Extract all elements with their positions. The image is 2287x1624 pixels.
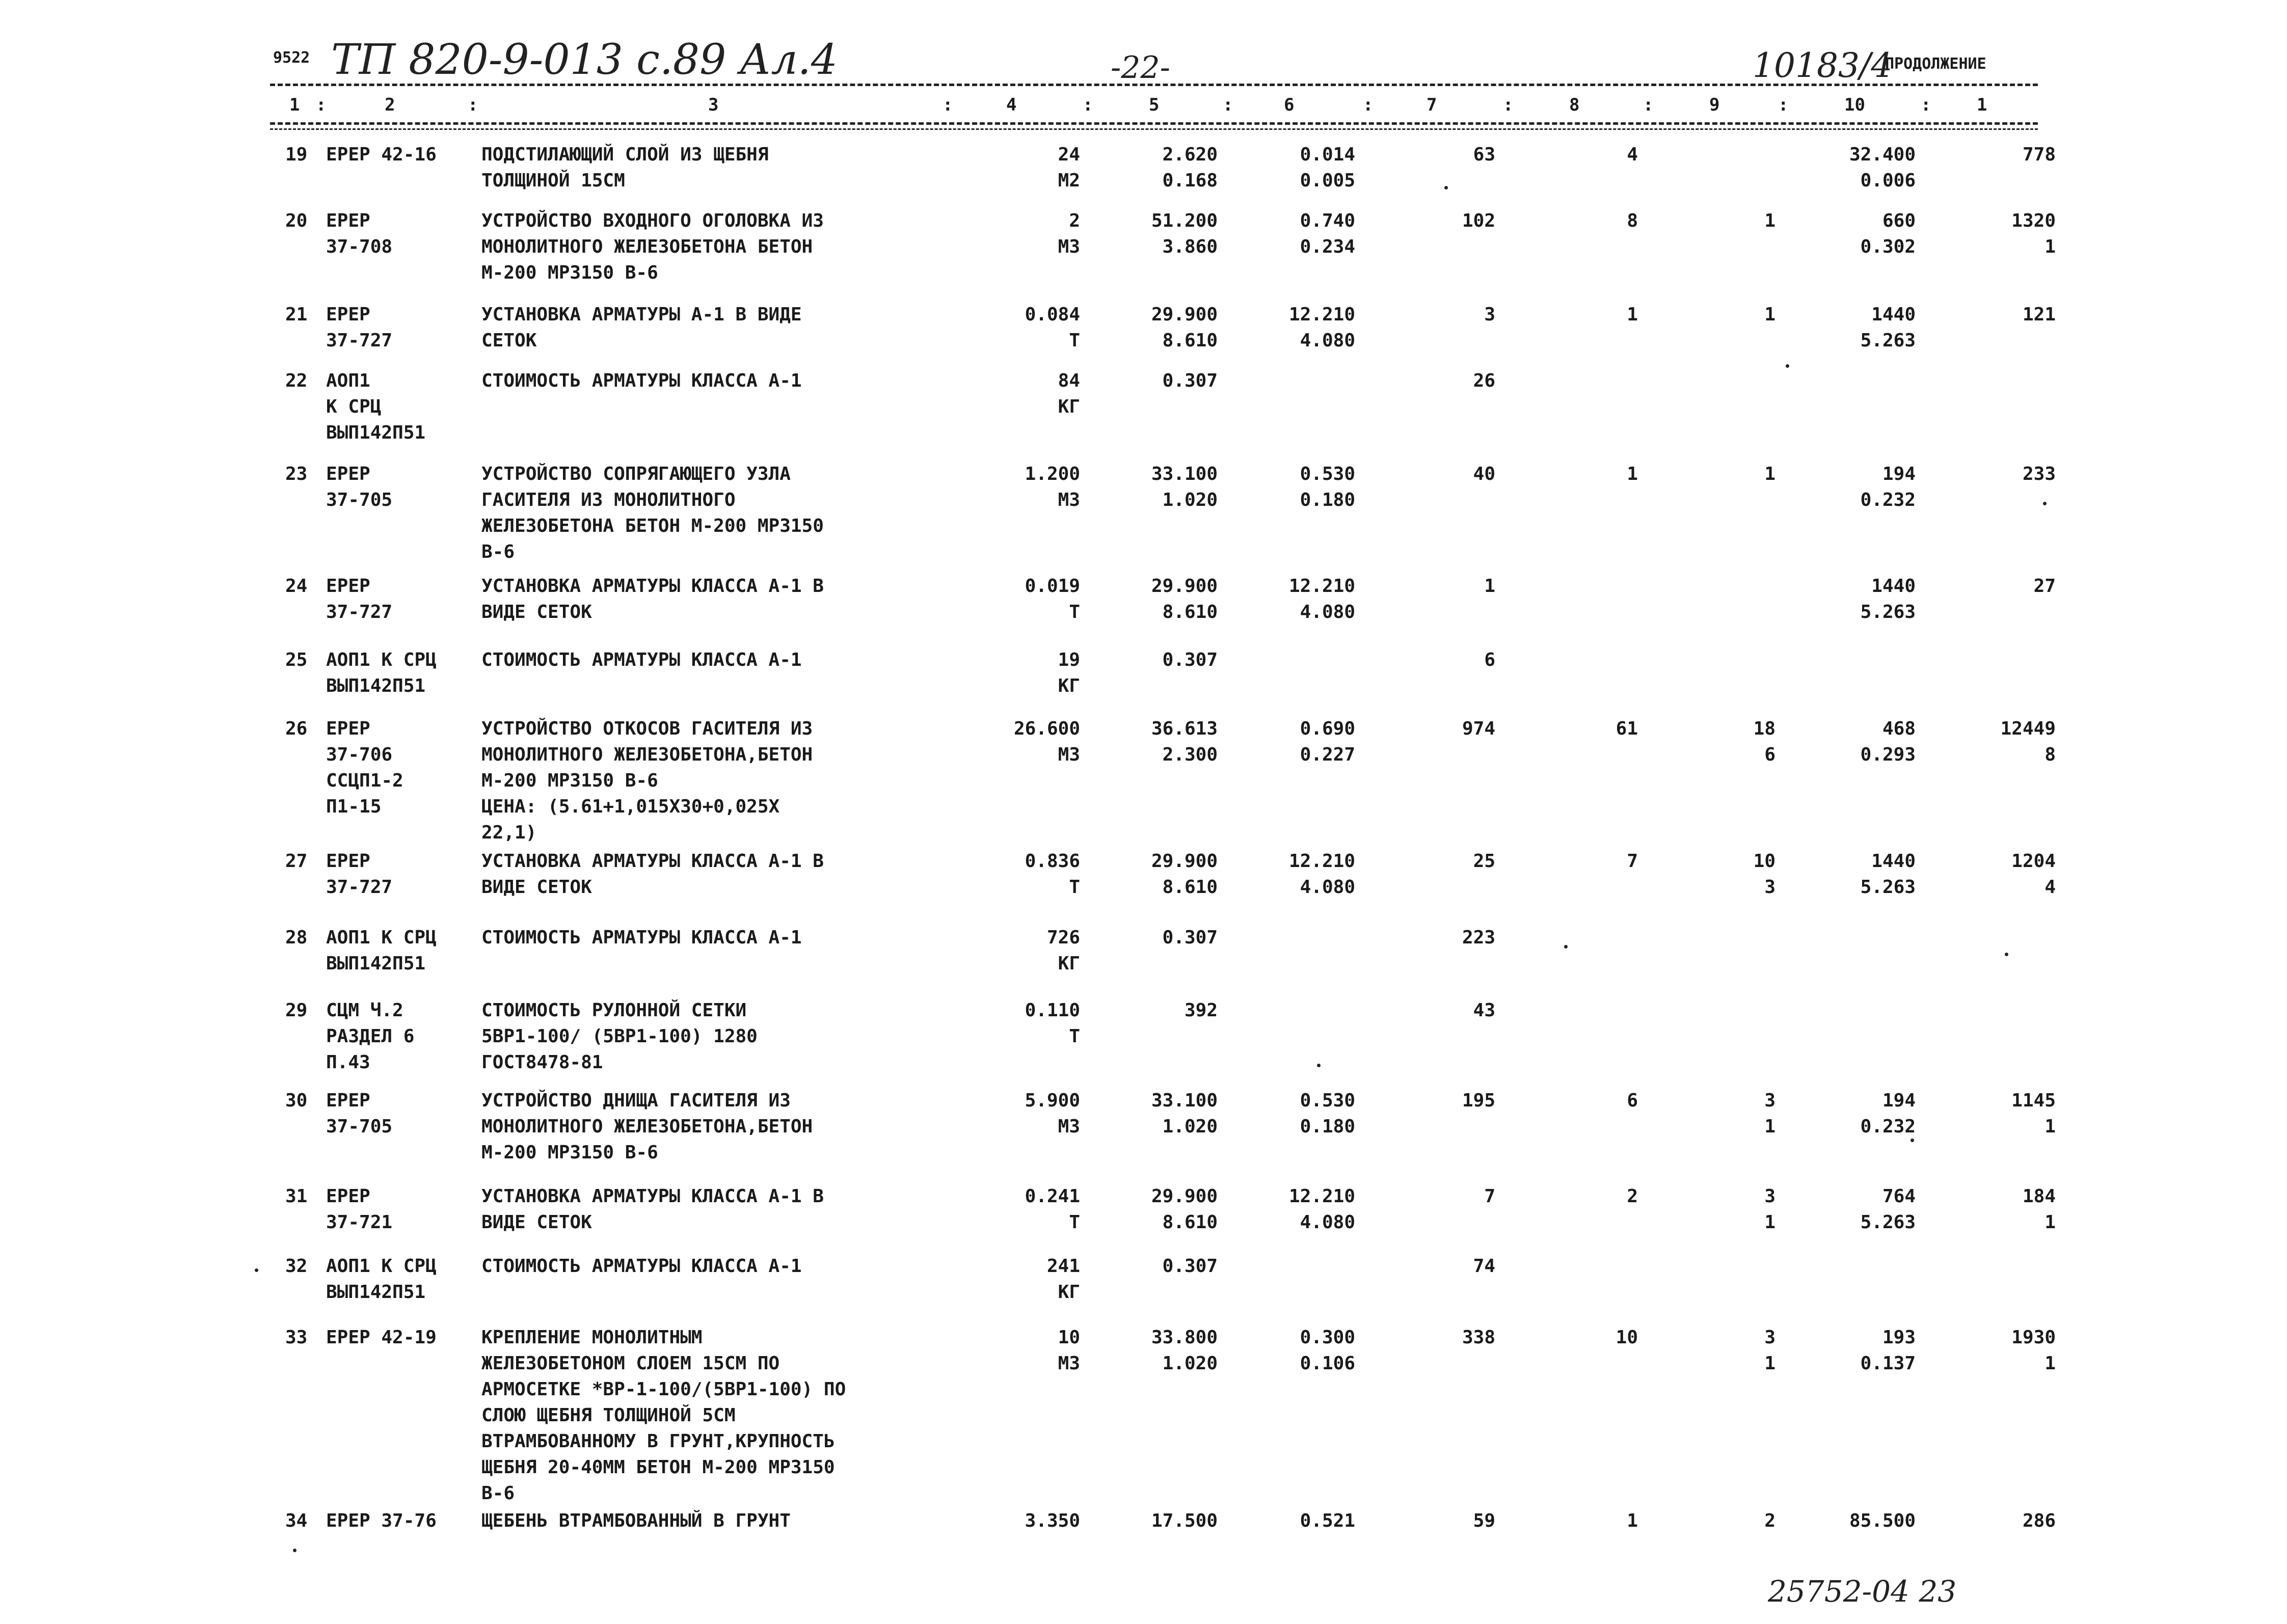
- cell-c5: 36.613: [1151, 718, 1218, 739]
- cell-c10: 468: [1882, 718, 1916, 739]
- cell-code: 37-705: [326, 1116, 393, 1137]
- cell-c7: 74: [1473, 1256, 1495, 1277]
- cell-c11: 1320: [2011, 210, 2056, 231]
- column-separator: :: [1223, 95, 1233, 115]
- cell-qty: 241: [1046, 1256, 1080, 1277]
- cell-c8: 1: [1627, 464, 1638, 484]
- cell-c6: 0.180: [1300, 1116, 1355, 1137]
- cell-c6: 0.005: [1300, 170, 1355, 191]
- page-number: -22-: [1111, 50, 1170, 86]
- cell-c7: 338: [1462, 1327, 1495, 1348]
- cell-num: 19: [285, 144, 308, 165]
- cell-desc: УСТАНОВКА АРМАТУРЫ КЛАССА А-1 В: [481, 851, 824, 872]
- column-header-8: 8: [1569, 95, 1580, 115]
- cell-c5: 17.500: [1151, 1510, 1218, 1531]
- cell-c9: 1: [1764, 1116, 1775, 1137]
- cell-c11: 1930: [2011, 1327, 2056, 1348]
- column-separator: :: [1643, 95, 1654, 115]
- cell-c7: 59: [1473, 1510, 1495, 1531]
- cell-c9: 1: [1764, 304, 1775, 325]
- cell-c9: 3: [1764, 1327, 1775, 1348]
- scan-speck: [293, 1549, 297, 1552]
- cell-code: АОП1: [326, 370, 370, 391]
- cell-c5: 0.307: [1162, 927, 1218, 948]
- cell-code: ЕРЕР: [326, 576, 370, 597]
- cell-c6: 0.530: [1300, 464, 1355, 484]
- column-separator: :: [468, 95, 478, 115]
- cell-code: 37-727: [326, 602, 393, 622]
- cell-code: 37-706: [326, 744, 393, 765]
- cell-desc: ГАСИТЕЛЯ ИЗ МОНОЛИТНОГО: [481, 490, 736, 510]
- cell-c5: 0.168: [1162, 170, 1218, 191]
- cell-qty: 0.110: [1025, 1000, 1080, 1021]
- cell-qty: 2: [1069, 210, 1080, 231]
- cell-desc: УСТАНОВКА АРМАТУРЫ КЛАССА А-1 В: [481, 576, 824, 597]
- cell-code: 37-727: [326, 330, 393, 351]
- column-header-11: 1: [1977, 95, 1987, 115]
- cell-desc: УСТАНОВКА АРМАТУРЫ А-1 В ВИДЕ: [481, 304, 802, 325]
- cell-code: АОП1 К СРЦ: [326, 649, 437, 670]
- cell-c7: 223: [1462, 927, 1495, 948]
- scan-speck: [1444, 186, 1448, 190]
- cell-c11: 4: [2044, 877, 2056, 898]
- cell-c10: 5.263: [1860, 602, 1916, 622]
- cell-c11: 1: [2044, 1212, 2056, 1233]
- cell-desc: ВТРАМБОВАННОМУ В ГРУНТ,КРУПНОСТЬ: [481, 1431, 835, 1452]
- cell-c7: 195: [1462, 1090, 1495, 1111]
- cell-num: 25: [285, 649, 308, 670]
- cell-desc: М-200 МРЗ150 В-6: [481, 770, 658, 791]
- continuation-label: ПРОДОЛЖЕНИЕ: [1885, 55, 1986, 73]
- cell-code: 37-708: [326, 236, 393, 257]
- cell-c5: 2.300: [1162, 744, 1218, 765]
- cell-c9: 18: [1753, 718, 1775, 739]
- cell-desc: 5ВР1-100/ (5ВР1-100) 1280: [481, 1026, 758, 1047]
- cell-c5: 0.307: [1162, 1256, 1218, 1277]
- cell-desc: ВИДЕ СЕТОК: [481, 1212, 592, 1233]
- cell-c11: 12449: [2000, 718, 2056, 739]
- cell-c10: 660: [1882, 210, 1916, 231]
- cell-qty: М3: [1058, 490, 1080, 510]
- cell-c6: 0.521: [1300, 1510, 1355, 1531]
- cell-c5: 8.610: [1162, 877, 1218, 898]
- cell-c6: 12.210: [1288, 1186, 1355, 1207]
- cell-c5: 8.610: [1162, 602, 1218, 622]
- cell-c9: 1: [1764, 1353, 1775, 1374]
- cell-c6: 12.210: [1288, 851, 1355, 872]
- cell-c6: 0.690: [1300, 718, 1355, 739]
- column-separator: :: [943, 95, 953, 115]
- cell-qty: 3.350: [1025, 1510, 1080, 1531]
- cell-c9: 2: [1764, 1510, 1775, 1531]
- scan-speck: [2005, 953, 2008, 956]
- cell-desc: МОНОЛИТНОГО ЖЕЛЕЗОБЕТОНА,БЕТОН: [481, 1116, 813, 1137]
- column-separator: :: [1921, 95, 1931, 115]
- cell-c6: 0.180: [1300, 490, 1355, 510]
- cell-c5: 51.200: [1151, 210, 1218, 231]
- cell-qty: 0.019: [1025, 576, 1080, 597]
- cell-c6: 12.210: [1288, 576, 1355, 597]
- cell-desc: ВИДЕ СЕТОК: [481, 877, 592, 898]
- cell-c8: 1: [1627, 304, 1638, 325]
- cell-c11: 1: [2044, 1116, 2056, 1137]
- cell-c7: 43: [1473, 1000, 1495, 1021]
- cell-qty: КГ: [1058, 675, 1080, 696]
- cell-num: 21: [285, 304, 308, 325]
- cell-c5: 8.610: [1162, 1212, 1218, 1233]
- cell-desc: СТОИМОСТЬ АРМАТУРЫ КЛАССА А-1: [481, 370, 802, 391]
- cell-code: ЕРЕР 42-19: [326, 1327, 437, 1348]
- scan-speck: [1911, 1139, 1914, 1142]
- scan-speck: [2043, 502, 2047, 505]
- cell-desc: АРМОСЕТКЕ *ВР-1-100/(5ВР1-100) ПО: [481, 1379, 846, 1400]
- cell-qty: Т: [1069, 602, 1080, 622]
- cell-qty: 0.084: [1025, 304, 1080, 325]
- cell-c7: 26: [1473, 370, 1495, 391]
- cell-num: 23: [285, 464, 308, 484]
- cell-desc: УСТРОЙСТВО СОПРЯГАЮЩЕГО УЗЛА: [481, 464, 791, 484]
- cell-code: ЕРЕР 37-76: [326, 1510, 437, 1531]
- archive-code: 9522: [273, 49, 310, 67]
- cell-c11: 1145: [2011, 1090, 2056, 1111]
- column-separator: :: [1363, 95, 1374, 115]
- cell-desc: ЦЕНА: (5.61+1,015Х30+0,025Х: [481, 796, 780, 817]
- cell-c7: 102: [1462, 210, 1495, 231]
- cell-qty: 5.900: [1025, 1090, 1080, 1111]
- cell-c6: 0.530: [1300, 1090, 1355, 1111]
- cell-c8: 8: [1627, 210, 1638, 231]
- cell-c10: 0.232: [1860, 490, 1916, 510]
- cell-c11: 27: [2033, 576, 2056, 597]
- cell-qty: М3: [1058, 744, 1080, 765]
- cell-code: ЕРЕР 42-16: [326, 144, 437, 165]
- column-separator: :: [1083, 95, 1093, 115]
- cell-c10: 0.293: [1860, 744, 1916, 765]
- cell-qty: 0.836: [1025, 851, 1080, 872]
- header-rule-top: [270, 84, 2038, 86]
- cell-c5: 1.020: [1162, 1116, 1218, 1137]
- cell-qty: Т: [1069, 1212, 1080, 1233]
- column-header-9: 9: [1709, 95, 1720, 115]
- cell-num: 26: [285, 718, 308, 739]
- cell-c10: 194: [1882, 1090, 1916, 1111]
- cell-code: ЕРЕР: [326, 1090, 370, 1111]
- cell-c11: 184: [2022, 1186, 2056, 1207]
- cell-c6: 4.080: [1300, 877, 1355, 898]
- cell-desc: ЖЕЛЕЗОБЕТОНОМ СЛОЕМ 15СМ ПО: [481, 1353, 780, 1374]
- cell-desc: ЩЕБНЯ 20-40ММ БЕТОН М-200 МРЗ150: [481, 1457, 835, 1478]
- cell-c10: 764: [1882, 1186, 1916, 1207]
- cell-c5: 33.100: [1151, 464, 1218, 484]
- cell-c7: 3: [1484, 304, 1495, 325]
- cell-c6: 0.740: [1300, 210, 1355, 231]
- header-rule-bottom: [270, 122, 2038, 125]
- cell-c5: 29.900: [1151, 851, 1218, 872]
- cell-desc: В-6: [481, 542, 515, 562]
- cell-num: 34: [285, 1510, 308, 1531]
- column-header-10: 10: [1844, 95, 1865, 115]
- cell-c6: 12.210: [1288, 304, 1355, 325]
- cell-desc: УСТРОЙСТВО ОТКОСОВ ГАСИТЕЛЯ ИЗ: [481, 718, 813, 739]
- cell-c7: 974: [1462, 718, 1495, 739]
- cell-c8: 4: [1627, 144, 1638, 165]
- cell-c10: 5.263: [1860, 1212, 1916, 1233]
- cell-c5: 2.620: [1162, 144, 1218, 165]
- cell-num: 32: [285, 1256, 308, 1277]
- cell-c10: 193: [1882, 1327, 1916, 1348]
- cell-code: АОП1 К СРЦ: [326, 927, 437, 948]
- cell-c10: 32.400: [1849, 144, 1916, 165]
- cell-num: 28: [285, 927, 308, 948]
- cell-c5: 29.900: [1151, 576, 1218, 597]
- cell-code: 37-721: [326, 1212, 393, 1233]
- cell-c5: 392: [1184, 1000, 1218, 1021]
- cell-qty: Т: [1069, 877, 1080, 898]
- column-separator: :: [1503, 95, 1514, 115]
- cell-c8: 6: [1627, 1090, 1638, 1111]
- cell-c5: 29.900: [1151, 304, 1218, 325]
- cell-c5: 8.610: [1162, 330, 1218, 351]
- cell-desc: УСТАНОВКА АРМАТУРЫ КЛАССА А-1 В: [481, 1186, 824, 1207]
- cell-c5: 29.900: [1151, 1186, 1218, 1207]
- cell-c6: 0.014: [1300, 144, 1355, 165]
- cell-desc: М-200 МРЗ150 В-6: [481, 1142, 658, 1163]
- scan-speck: [1786, 364, 1789, 368]
- column-header-2: 2: [385, 95, 395, 115]
- column-header-7: 7: [1427, 95, 1437, 115]
- cell-c9: 1: [1764, 210, 1775, 231]
- cell-c6: 0.106: [1300, 1353, 1355, 1374]
- cell-desc: СЛОЮ ЩЕБНЯ ТОЛЩИНОЙ 5СМ: [481, 1405, 736, 1426]
- cell-code: ЕРЕР: [326, 210, 370, 231]
- cell-desc: ЖЕЛЕЗОБЕТОНА БЕТОН М-200 МРЗ150: [481, 516, 824, 536]
- cell-c5: 0.307: [1162, 649, 1218, 670]
- cell-c10: 85.500: [1849, 1510, 1916, 1531]
- cell-qty: 84: [1058, 370, 1080, 391]
- cell-c7: 1: [1484, 576, 1495, 597]
- cell-c7: 6: [1484, 649, 1495, 670]
- cell-qty: 10: [1058, 1327, 1080, 1348]
- cell-c10: 194: [1882, 464, 1916, 484]
- cell-code: П1-15: [326, 796, 382, 817]
- header-rule-bottom-2: [270, 128, 2038, 130]
- cell-qty: КГ: [1058, 953, 1080, 974]
- cell-desc: СТОИМОСТЬ РУЛОННОЙ СЕТКИ: [481, 1000, 747, 1021]
- cell-code: ЕРЕР: [326, 304, 370, 325]
- cell-num: 20: [285, 210, 308, 231]
- cell-num: 33: [285, 1327, 308, 1348]
- cell-desc: КРЕПЛЕНИЕ МОНОЛИТНЫМ: [481, 1327, 703, 1348]
- cell-code: К СРЦ: [326, 396, 382, 417]
- cell-qty: 726: [1046, 927, 1080, 948]
- cell-num: 30: [285, 1090, 308, 1111]
- cell-c5: 33.800: [1151, 1327, 1218, 1348]
- cell-num: 24: [285, 576, 308, 597]
- cell-c8: 61: [1616, 718, 1638, 739]
- scan-speck: [1317, 1064, 1321, 1067]
- cell-c8: 1: [1627, 1510, 1638, 1531]
- cell-desc: СЕТОК: [481, 330, 537, 351]
- cell-num: 31: [285, 1186, 308, 1207]
- cell-desc: ВИДЕ СЕТОК: [481, 602, 592, 622]
- cell-c9: 1: [1764, 464, 1775, 484]
- cell-qty: 24: [1058, 144, 1080, 165]
- cell-c9: 10: [1753, 851, 1775, 872]
- cell-desc: В-6: [481, 1483, 515, 1504]
- cell-desc: УСТРОЙСТВО ВХОДНОГО ОГОЛОВКА ИЗ: [481, 210, 824, 231]
- cell-c9: 3: [1764, 877, 1775, 898]
- cell-c10: 1440: [1871, 851, 1916, 872]
- cell-code: ССЦП1-2: [326, 770, 403, 791]
- cell-desc: СТОИМОСТЬ АРМАТУРЫ КЛАССА А-1: [481, 927, 802, 948]
- cell-code: 37-705: [326, 490, 393, 510]
- document-number: 10183/4: [1753, 46, 1893, 85]
- column-header-6: 6: [1284, 95, 1295, 115]
- cell-c6: 4.080: [1300, 330, 1355, 351]
- cell-code: 37-727: [326, 877, 393, 898]
- cell-c9: 6: [1764, 744, 1775, 765]
- column-header-5: 5: [1149, 95, 1160, 115]
- cell-c11: 286: [2022, 1510, 2056, 1531]
- cell-code: ВЫП142П51: [326, 953, 426, 974]
- cell-c6: 0.227: [1300, 744, 1355, 765]
- cell-c10: 0.006: [1860, 170, 1916, 191]
- cell-code: ЕРЕР: [326, 464, 370, 484]
- cell-code: ЕРЕР: [326, 718, 370, 739]
- cell-qty: КГ: [1058, 396, 1080, 417]
- cell-code: АОП1 К СРЦ: [326, 1256, 437, 1277]
- cell-qty: М3: [1058, 1116, 1080, 1137]
- cell-qty: М3: [1058, 1353, 1080, 1374]
- cell-c10: 5.263: [1860, 877, 1916, 898]
- cell-code: ВЫП142П51: [326, 422, 426, 443]
- cell-qty: М3: [1058, 236, 1080, 257]
- cell-c5: 1.020: [1162, 1353, 1218, 1374]
- cell-c8: 10: [1616, 1327, 1638, 1348]
- cell-c7: 40: [1473, 464, 1495, 484]
- cell-c5: 3.860: [1162, 236, 1218, 257]
- cell-desc: УСТРОЙСТВО ДНИЩА ГАСИТЕЛЯ ИЗ: [481, 1090, 791, 1111]
- cell-desc: МОНОЛИТНОГО ЖЕЛЕЗОБЕТОНА,БЕТОН: [481, 744, 813, 765]
- cell-c11: 1204: [2011, 851, 2056, 872]
- cell-c10: 0.137: [1860, 1353, 1916, 1374]
- cell-code: ЕРЕР: [326, 1186, 370, 1207]
- cell-c10: 0.302: [1860, 236, 1916, 257]
- cell-code: ВЫП142П51: [326, 1282, 426, 1303]
- cell-c11: 1: [2044, 236, 2056, 257]
- cell-c9: 1: [1764, 1212, 1775, 1233]
- cell-desc: МОНОЛИТНОГО ЖЕЛЕЗОБЕТОНА БЕТОН: [481, 236, 813, 257]
- cell-desc: СТОИМОСТЬ АРМАТУРЫ КЛАССА А-1: [481, 649, 802, 670]
- cell-desc: ГОСТ8478-81: [481, 1052, 603, 1073]
- project-code: ТП 820-9-013 с.89 Ал.4: [331, 36, 838, 84]
- cell-qty: КГ: [1058, 1282, 1080, 1303]
- cell-c6: 4.080: [1300, 1212, 1355, 1233]
- cell-desc: ТОЛЩИНОЙ 15СМ: [481, 170, 625, 191]
- cell-c5: 0.307: [1162, 370, 1218, 391]
- cell-c6: 0.234: [1300, 236, 1355, 257]
- scan-speck: [255, 1268, 258, 1272]
- cell-c10: 1440: [1871, 304, 1916, 325]
- column-separator: :: [1778, 95, 1789, 115]
- cell-c8: 2: [1627, 1186, 1638, 1207]
- cell-c9: 3: [1764, 1090, 1775, 1111]
- cell-desc: ЩЕБЕНЬ ВТРАМБОВАННЫЙ В ГРУНТ: [481, 1510, 791, 1531]
- cell-c7: 7: [1484, 1186, 1495, 1207]
- cell-code: РАЗДЕЛ 6: [326, 1026, 415, 1047]
- cell-code: ВЫП142П51: [326, 675, 426, 696]
- cell-c6: 0.300: [1300, 1327, 1355, 1348]
- cell-qty: 26.600: [1013, 718, 1080, 739]
- cell-c11: 778: [2022, 144, 2056, 165]
- scan-speck: [1564, 945, 1568, 949]
- cell-qty: Т: [1069, 330, 1080, 351]
- column-header-4: 4: [1006, 95, 1017, 115]
- cell-qty: М2: [1058, 170, 1080, 191]
- cell-c6: 4.080: [1300, 602, 1355, 622]
- cell-qty: 19: [1058, 649, 1080, 670]
- cell-c10: 5.263: [1860, 330, 1916, 351]
- cell-num: 22: [285, 370, 308, 391]
- cell-desc: СТОИМОСТЬ АРМАТУРЫ КЛАССА А-1: [481, 1256, 802, 1277]
- cell-c5: 33.100: [1151, 1090, 1218, 1111]
- cell-c11: 1: [2044, 1353, 2056, 1374]
- cell-c11: 233: [2022, 464, 2056, 484]
- column-header-1: 1: [289, 95, 300, 115]
- column-header-3: 3: [708, 95, 719, 115]
- cell-code: СЦМ Ч.2: [326, 1000, 403, 1021]
- column-separator: :: [316, 95, 327, 115]
- cell-qty: 0.241: [1025, 1186, 1080, 1207]
- cell-desc: М-200 МРЗ150 В-6: [481, 262, 658, 283]
- cell-c10: 0.232: [1860, 1116, 1916, 1137]
- cell-c5: 1.020: [1162, 490, 1218, 510]
- cell-c8: 7: [1627, 851, 1638, 872]
- cell-code: П.43: [326, 1052, 370, 1073]
- cell-qty: 1.200: [1025, 464, 1080, 484]
- cell-c11: 121: [2022, 304, 2056, 325]
- cell-c9: 3: [1764, 1186, 1775, 1207]
- cell-desc: 22,1): [481, 822, 537, 843]
- cell-num: 29: [285, 1000, 308, 1021]
- cell-c10: 1440: [1871, 576, 1916, 597]
- cell-code: ЕРЕР: [326, 851, 370, 872]
- footer-note: 25752-04 23: [1768, 1574, 1957, 1609]
- cell-desc: ПОДСТИЛАЮЩИЙ СЛОЙ ИЗ ЩЕБНЯ: [481, 144, 769, 165]
- cell-num: 27: [285, 851, 308, 872]
- cell-c11: 8: [2044, 744, 2056, 765]
- cell-qty: Т: [1069, 1026, 1080, 1047]
- cell-c7: 25: [1473, 851, 1495, 872]
- cell-c7: 63: [1473, 144, 1495, 165]
